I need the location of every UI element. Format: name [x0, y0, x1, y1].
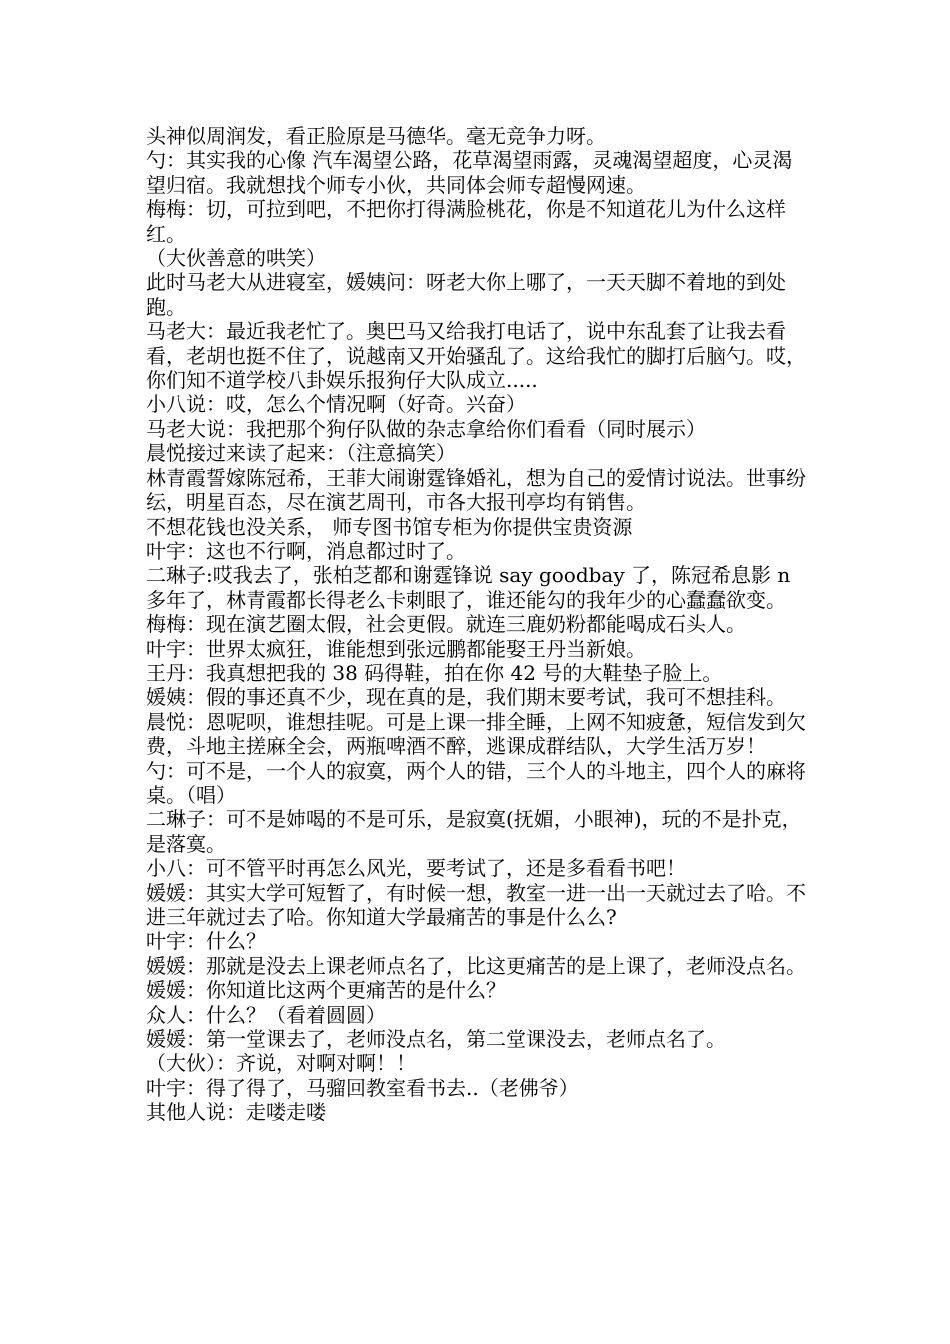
dialogue-paragraph: 小八：可不管平时再怎么风光，要考试了，还是多看看书吧！	[146, 856, 686, 881]
dialogue-paragraph: 不想花钱也没关系， 师专图书馆专柜为你提供宝贵资源	[146, 514, 633, 539]
dialogue-paragraph: 梅梅：现在演艺圈太假，社会更假。就连三鹿奶粉都能喝成石头人。	[146, 612, 746, 637]
dialogue-paragraph: 晨悦：恩呢呗，谁想挂呢。可是上课一排全睡，上网不知疲惫，短信发到欠费，斗地主搓麻全会，两瓶啤酒不醉，逃课成群结队，大学生活万岁！	[146, 709, 806, 759]
dialogue-paragraph: 此时马老大从进寝室，媛姨问：呀老大你上哪了，一天天脚不着地的到处跑。	[146, 270, 786, 319]
dialogue-paragraph: 其他人说：走喽走喽	[146, 1100, 326, 1125]
dialogue-paragraph: 晨悦接过来读了起来：（注意搞笑）	[146, 441, 456, 466]
dialogue-paragraph: 媛媛：你知道比这两个更痛苦的是什么？	[146, 978, 506, 1003]
dialogue-paragraph: 叶宇：世界太疯狂，谁能想到张远鹏都能娶王丹当新娘。	[146, 636, 646, 661]
dialogue-paragraph: （大伙善意的哄笑）	[146, 246, 326, 271]
dialogue-paragraph: 二琳子:哎我去了，张柏芝都和谢霆锋说 say goodbay 了，陈冠希息影 n 多年了，林青霞都长得老么卡刺眼了，谁还能勾的我年少的心蠢蠢欲变。	[146, 563, 791, 612]
dialogue-paragraph: 叶宇：什么？	[146, 929, 266, 954]
dialogue-paragraph: 二琳子：可不是姉喝的不是可乐，是寂寞(抚媚，小眼神)，玩的不是扑克，是落寞。	[146, 807, 802, 856]
dialogue-paragraph: （大伙）：齐说，对啊对啊！！	[146, 1051, 416, 1076]
dialogue-paragraph: 叶宇：这也不行啊，消息都过时了。	[146, 538, 466, 563]
dialogue-paragraph: 小八说：哎，怎么个情况啊（好奇。兴奋）	[146, 392, 526, 417]
dialogue-paragraph: 头神似周润发，看正脸原是马德华。毫无竞争力呀。	[146, 124, 606, 148]
dialogue-paragraph: 马老大：最近我老忙了。奥巴马又给我打电话了，说中东乱套了让我去看看，老胡也挺不住了，说越南又开始骚乱了。这给我忙的脚打后脑勺。哎，你们知不道学校八卦娱乐报狗仔大队成立.....	[146, 319, 806, 393]
dialogue-paragraph: 媛媛：第一堂课去了，老师没点名，第二堂课没去，老师点名了。	[146, 1027, 726, 1052]
dialogue-paragraph: 媛媛：其实大学可短暂了，有时候一想，教室一进一出一天就过去了哈。不进三年就过去了哈。你知道大学最痛苦的事是什么么?	[146, 880, 806, 929]
dialogue-paragraph: 众人：什么？（看着圆圆）	[146, 1002, 386, 1027]
dialogue-paragraph: 媛媛：那就是没去上课老师点名了，比这更痛苦的是上课了，老师没点名。	[146, 953, 806, 978]
dialogue-paragraph: 媛姨：假的事还真不少，现在真的是，我们期末要考试，我可不想挂科。	[146, 685, 786, 710]
dialogue-paragraph: 梅梅：切，可拉到吧，不把你打得满脸桃花，你是不知道花儿为什么这样红。	[146, 197, 786, 246]
document-body	[146, 124, 810, 1125]
dialogue-paragraph: 马老大说：我把那个狗仔队做的杂志拿给你们看看（同时展示）	[146, 416, 706, 441]
dialogue-paragraph: 叶宇：得了得了，马骝回教室看书去..（老佛爷）	[146, 1075, 579, 1100]
dialogue-paragraph: 王丹：我真想把我的 38 码得鞋，拍在你 42 号的大鞋垫子脸上。	[146, 660, 723, 685]
dialogue-paragraph: 林青霞誓嫁陈冠希，王菲大闹谢霆锋婚礼，想为自己的爱情讨说法。世事纷纭，明星百态，尽在演艺周刊，市各大报刊亭均有销售。	[146, 465, 806, 515]
dialogue-paragraph: 勺：可不是，一个人的寂寞，两个人的错，三个人的斗地主，四个人的麻将桌。（唱）	[146, 758, 806, 807]
dialogue-paragraph: 勺：其实我的心像 汽车渴望公路，花草渴望雨露，灵魂渴望超度，心灵渴望归宿。我就想找个师专小伙，共同体会师专超慢网速。	[146, 148, 793, 197]
